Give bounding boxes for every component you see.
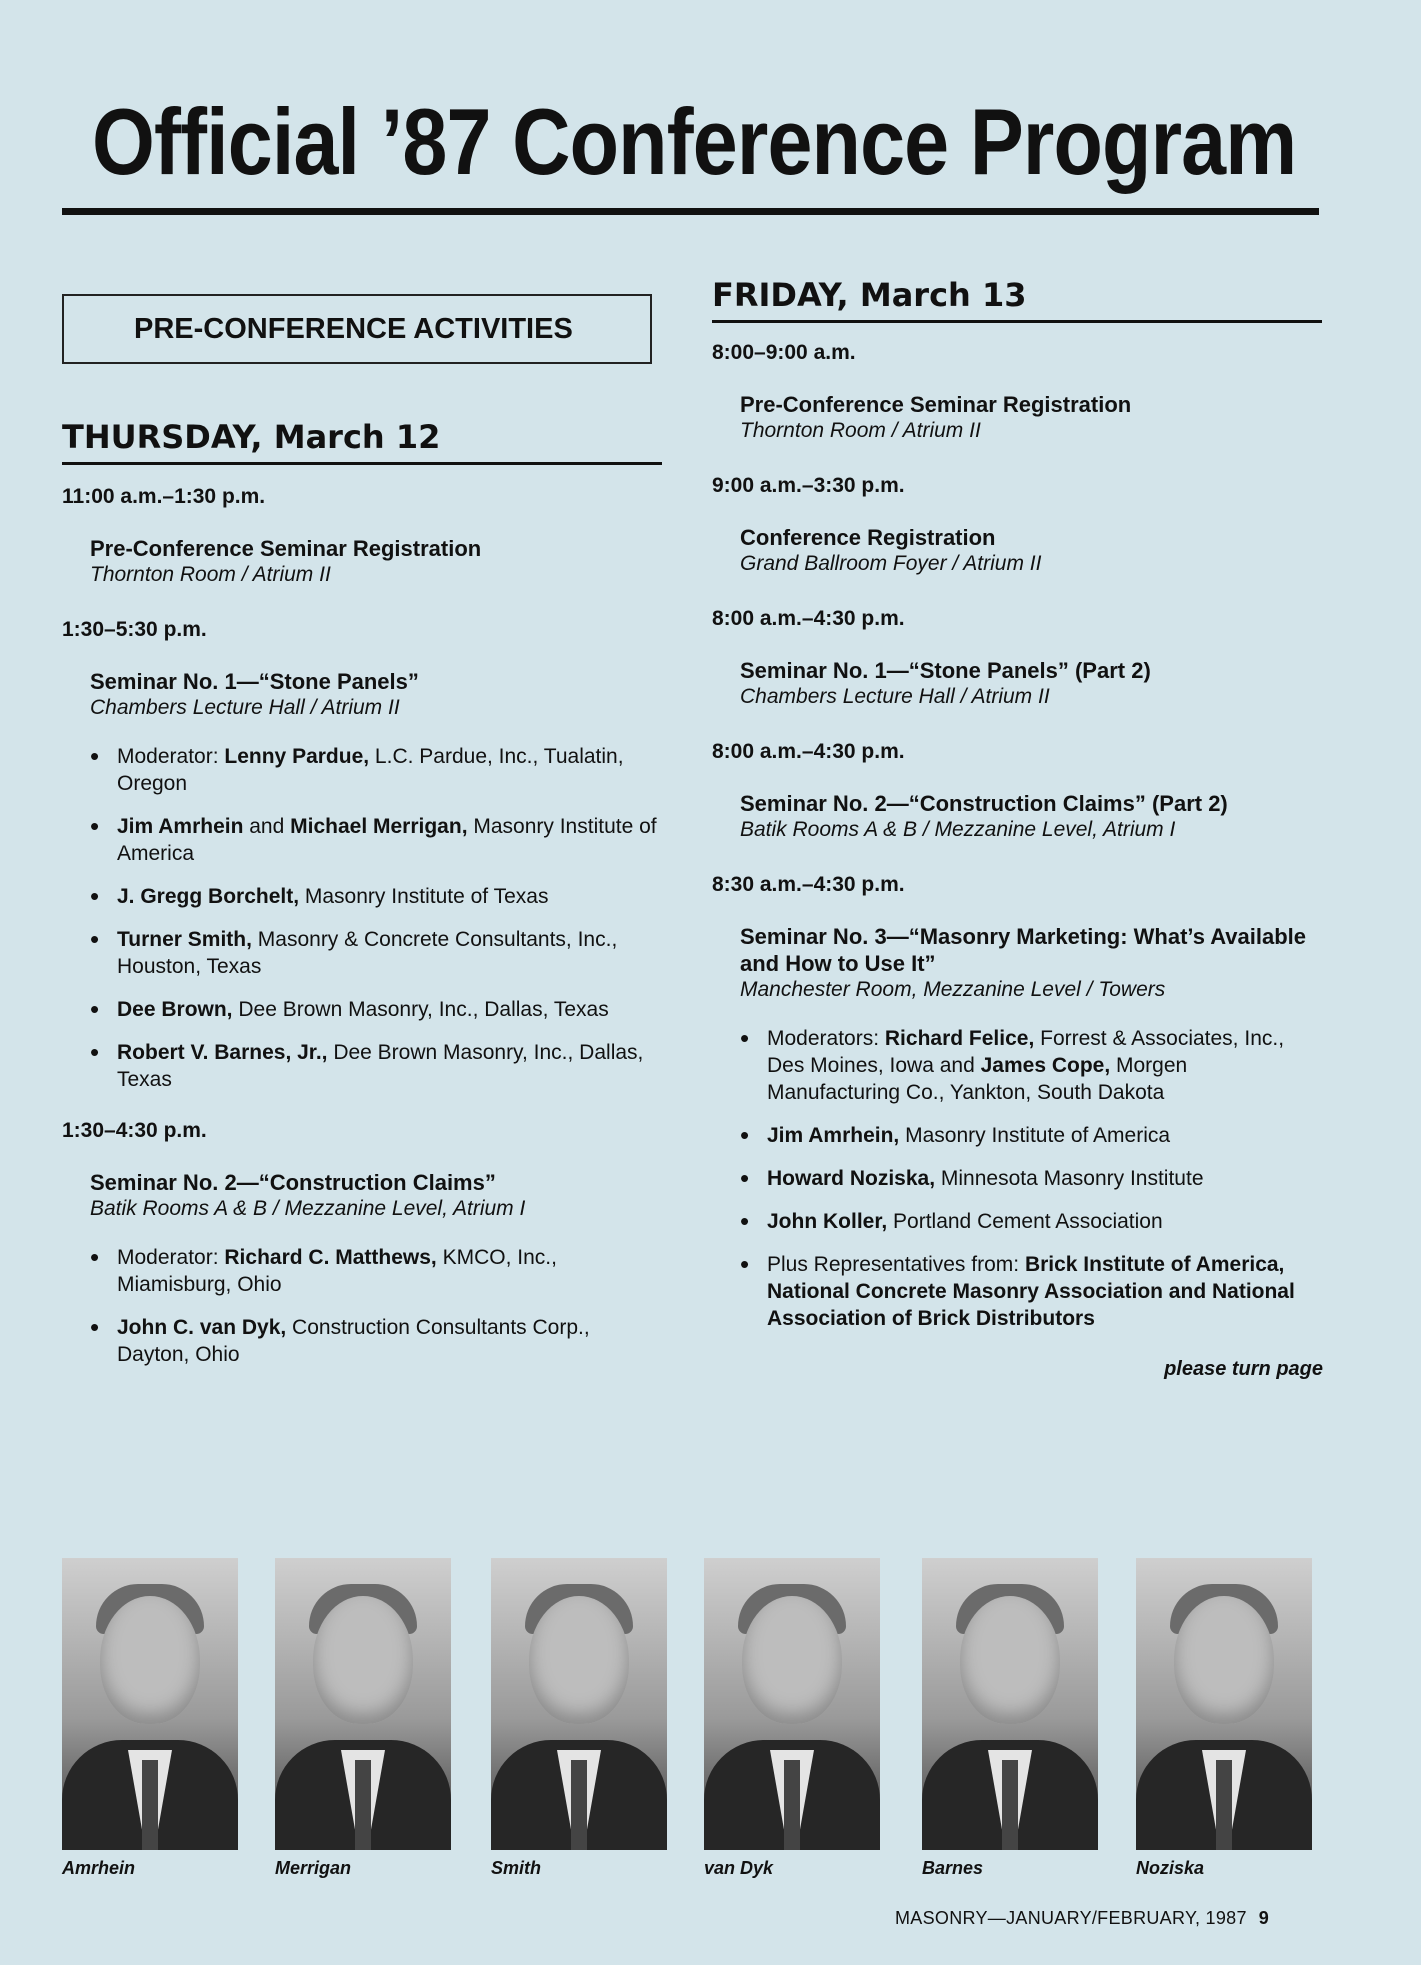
event-location: Chambers Lecture Hall / Atrium II [740, 685, 1050, 708]
event-name: Seminar No. 2—“Construction Claims” [90, 1170, 496, 1195]
page-title: Official ’87 Conference Program [92, 89, 1297, 194]
right-column [712, 278, 1322, 1381]
time-slot: 11:00 a.m.–1:30 p.m. [62, 485, 266, 508]
event-name: Seminar No. 1—“Stone Panels” [90, 669, 419, 694]
event-block [740, 923, 1322, 1003]
portrait-photo [922, 1558, 1098, 1850]
portrait-photo [62, 1558, 238, 1850]
time-slot: 8:00 a.m.–4:30 p.m. [712, 740, 905, 763]
event-location: Batik Rooms A & B / Mezzanine Level, Atrium I [740, 818, 1176, 841]
event-name: Seminar No. 3—“Masonry Marketing: What’s Available and How to Use It” [740, 924, 1307, 976]
page-number: 9 [1258, 1908, 1270, 1928]
event-block [740, 790, 1322, 843]
friday-heading: FRIDAY, March 13 [712, 276, 1322, 323]
speaker-item: • Moderator: Lenny Pardue, L.C. Pardue, Inc., Tualatin, Oregon [90, 743, 662, 797]
turn-page-note: please turn page [1164, 1358, 1323, 1380]
event-block [90, 1169, 662, 1222]
left-column [62, 294, 662, 1394]
speaker-item: • Howard Noziska, Minnesota Masonry Institute [740, 1165, 1322, 1192]
photo-caption: Merrigan [275, 1858, 352, 1878]
photo-caption: Barnes [922, 1858, 984, 1878]
portrait-photo [1136, 1558, 1312, 1850]
photo-caption: Amrhein [62, 1858, 136, 1878]
time-slot: 8:00 a.m.–4:30 p.m. [712, 607, 905, 630]
event-name: Seminar No. 2—“Construction Claims” (Part 2) [740, 791, 1228, 816]
event-name: Seminar No. 1—“Stone Panels” (Part 2) [740, 658, 1151, 683]
speaker-item: • John Koller, Portland Cement Association [740, 1208, 1322, 1235]
speaker-item: • Jim Amrhein, Masonry Institute of America [740, 1122, 1322, 1149]
photo-caption: Noziska [1136, 1858, 1205, 1878]
photo-caption: Smith [491, 1858, 542, 1878]
publication-line: MASONRY—JANUARY/FEBRUARY, 1987 [895, 1908, 1247, 1928]
speaker-item: • J. Gregg Borchelt, Masonry Institute of Texas [90, 883, 662, 910]
speaker-item: • Plus Representatives from: Brick Institute of America, National Concrete Masonry Association and National Association of Brick Distributors [740, 1251, 1322, 1332]
time-slot: 1:30–4:30 p.m. [62, 1119, 207, 1142]
event-block [740, 524, 1322, 577]
event-block [90, 535, 662, 588]
time-slot: 1:30–5:30 p.m. [62, 618, 207, 641]
portrait-photo [491, 1558, 667, 1850]
photo-caption: van Dyk [704, 1858, 774, 1878]
speaker-item: • Robert V. Barnes, Jr., Dee Brown Masonry, Inc., Dallas, Texas [90, 1039, 662, 1093]
event-location: Thornton Room / Atrium II [90, 563, 331, 586]
time-slot: 8:30 a.m.–4:30 p.m. [712, 873, 905, 896]
speaker-list [90, 1244, 662, 1368]
speaker-item: • Jim Amrhein and Michael Merrigan, Masonry Institute of America [90, 813, 662, 867]
event-name: Pre-Conference Seminar Registration [90, 536, 482, 561]
event-name: Conference Registration [740, 525, 996, 550]
pre-conference-box: PRE-CONFERENCE ACTIVITIES [62, 294, 652, 364]
time-slot: 9:00 a.m.–3:30 p.m. [712, 474, 905, 497]
thursday-heading: THURSDAY, March 12 [62, 418, 662, 465]
title-divider [62, 208, 1319, 215]
speaker-item: • Moderator: Richard C. Matthews, KMCO, Inc., Miamisburg, Ohio [90, 1244, 662, 1298]
speaker-list [740, 1025, 1322, 1332]
event-location: Grand Ballroom Foyer / Atrium II [740, 552, 1042, 575]
time-slot: 8:00–9:00 a.m. [712, 341, 856, 364]
speaker-item: • John C. van Dyk, Construction Consultants Corp., Dayton, Ohio [90, 1314, 662, 1368]
speaker-item: • Dee Brown, Dee Brown Masonry, Inc., Dallas, Texas [90, 996, 662, 1023]
event-location: Thornton Room / Atrium II [740, 419, 981, 442]
portrait-photo [275, 1558, 451, 1850]
event-block [740, 391, 1322, 444]
portrait-photo [704, 1558, 880, 1850]
event-location: Manchester Room, Mezzanine Level / Towers [740, 978, 1166, 1001]
speaker-item: • Turner Smith, Masonry & Concrete Consultants, Inc., Houston, Texas [90, 926, 662, 980]
event-block [90, 668, 662, 721]
photo-strip [62, 1558, 1322, 1878]
event-block [740, 657, 1322, 710]
event-location: Batik Rooms A & B / Mezzanine Level, Atrium I [90, 1197, 526, 1220]
speaker-list [90, 743, 662, 1093]
speaker-item: • Moderators: Richard Felice, Forrest & Associates, Inc., Des Moines, Iowa and James Cope, Morgen Manufacturing Co., Yankton, South Dakota [740, 1025, 1322, 1106]
event-location: Chambers Lecture Hall / Atrium II [90, 696, 400, 719]
page-footer [895, 1908, 1269, 1929]
event-name: Pre-Conference Seminar Registration [740, 392, 1132, 417]
